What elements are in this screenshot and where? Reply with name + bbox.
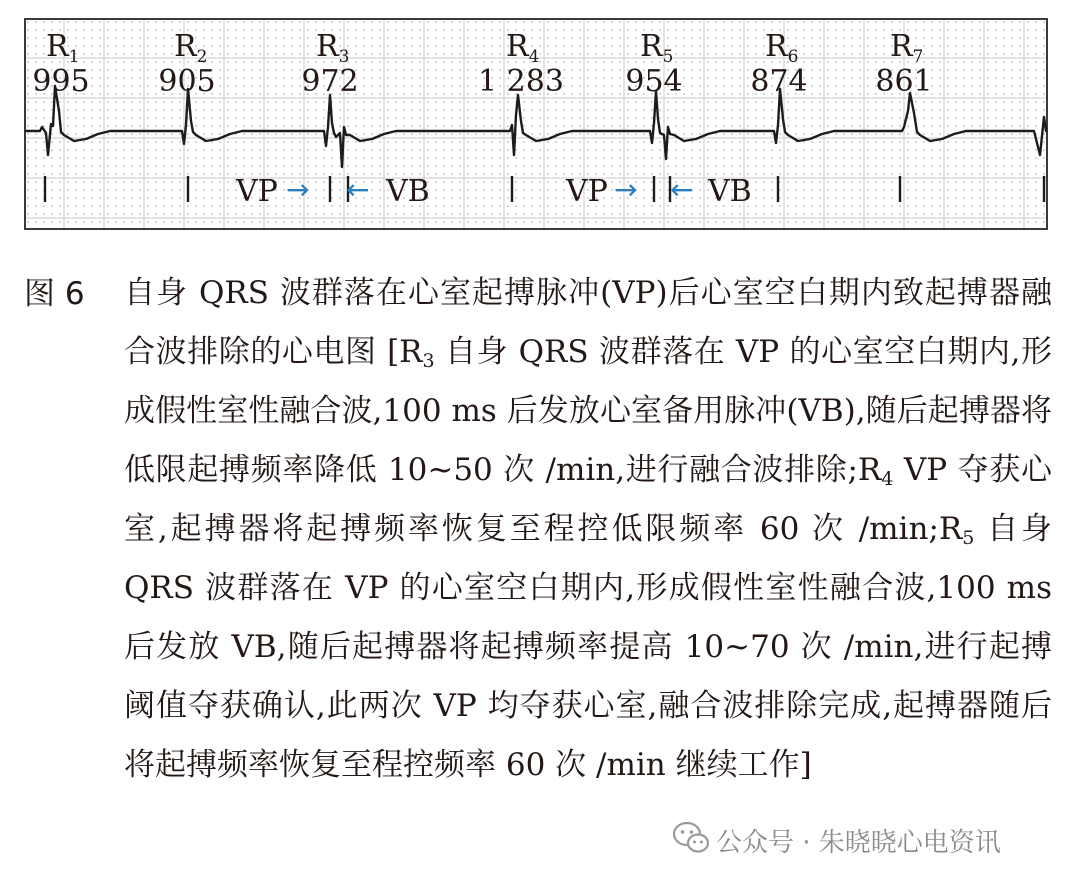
caption-subscript: 4 [881, 468, 894, 490]
vp-label: VP [236, 174, 278, 209]
ecg-figure [24, 18, 1048, 230]
rr-interval-r1: 995 [32, 64, 90, 99]
wechat-icon [672, 820, 710, 856]
caption-segment: 自身 QRS 波群落在 VP 的心室空白期内,形成假性室性融合波,100 ms 后发放 VB,随后起搏器将起搏频率提高 10~70 次 /min,进行起搏阈值夺获确认,此两次 VP 均夺获心室,融合波排除完成,起搏器随后将起搏频率恢复至程控频率 60 次 /min 继续工作] [124, 511, 1052, 783]
caption-subscript: 5 [962, 527, 975, 549]
vb-arrow: ← [346, 173, 370, 206]
beat-r5-name: $R_5$ [640, 29, 674, 67]
vp-label: VP [566, 174, 608, 209]
rr-interval-r6: 874 [750, 64, 808, 99]
rr-interval-r7: 861 [875, 64, 933, 99]
vb-arrow: ← [670, 173, 694, 206]
watermark [672, 816, 1052, 860]
beat-r3-name: $R_3$ [316, 29, 350, 67]
vp-arrow: → [614, 173, 638, 206]
rr-interval-r3: 972 [301, 64, 359, 99]
ecg-strip [24, 18, 1048, 230]
caption-segment: VP 夺获心室,起搏器将起搏频率恢复至程控低限频率 60 次 /min;R [124, 452, 1052, 547]
vb-label: VB [708, 174, 752, 209]
beat-r6-name: $R_6$ [765, 29, 799, 67]
rr-interval-r4: 1 283 [478, 64, 564, 99]
rr-interval-r5: 954 [625, 64, 683, 99]
caption-segment: 自身 QRS 波群落在 VP 的心室空白期内,形成假性室性融合波,100 ms 后发放心室备用脉冲(VB),随后起搏器将低限起搏频率降低 10~50 次 /min,进行融合波排除;R [124, 334, 1052, 488]
beat-r7-name: $R_7$ [890, 29, 924, 67]
vp-arrow: → [286, 173, 310, 206]
beat-r2-name: $R_2$ [174, 29, 208, 67]
beat-r1-name: $R_1$ [46, 29, 80, 67]
rr-interval-r2: 905 [158, 64, 216, 99]
figure-number: 图 6 [24, 276, 85, 312]
caption-segment: 自身 QRS 波群落在心室起搏脉冲(VP)后心室空白期内致起搏器融合波排除的心电图 [R [124, 275, 1052, 370]
vb-label: VB [386, 174, 430, 209]
watermark-text: 公众号 · 朱晓晓心电资讯 [716, 828, 1001, 858]
beat-r4-name: $R_4$ [506, 29, 540, 67]
caption-subscript: 3 [422, 350, 435, 372]
caption-text [124, 264, 1052, 795]
